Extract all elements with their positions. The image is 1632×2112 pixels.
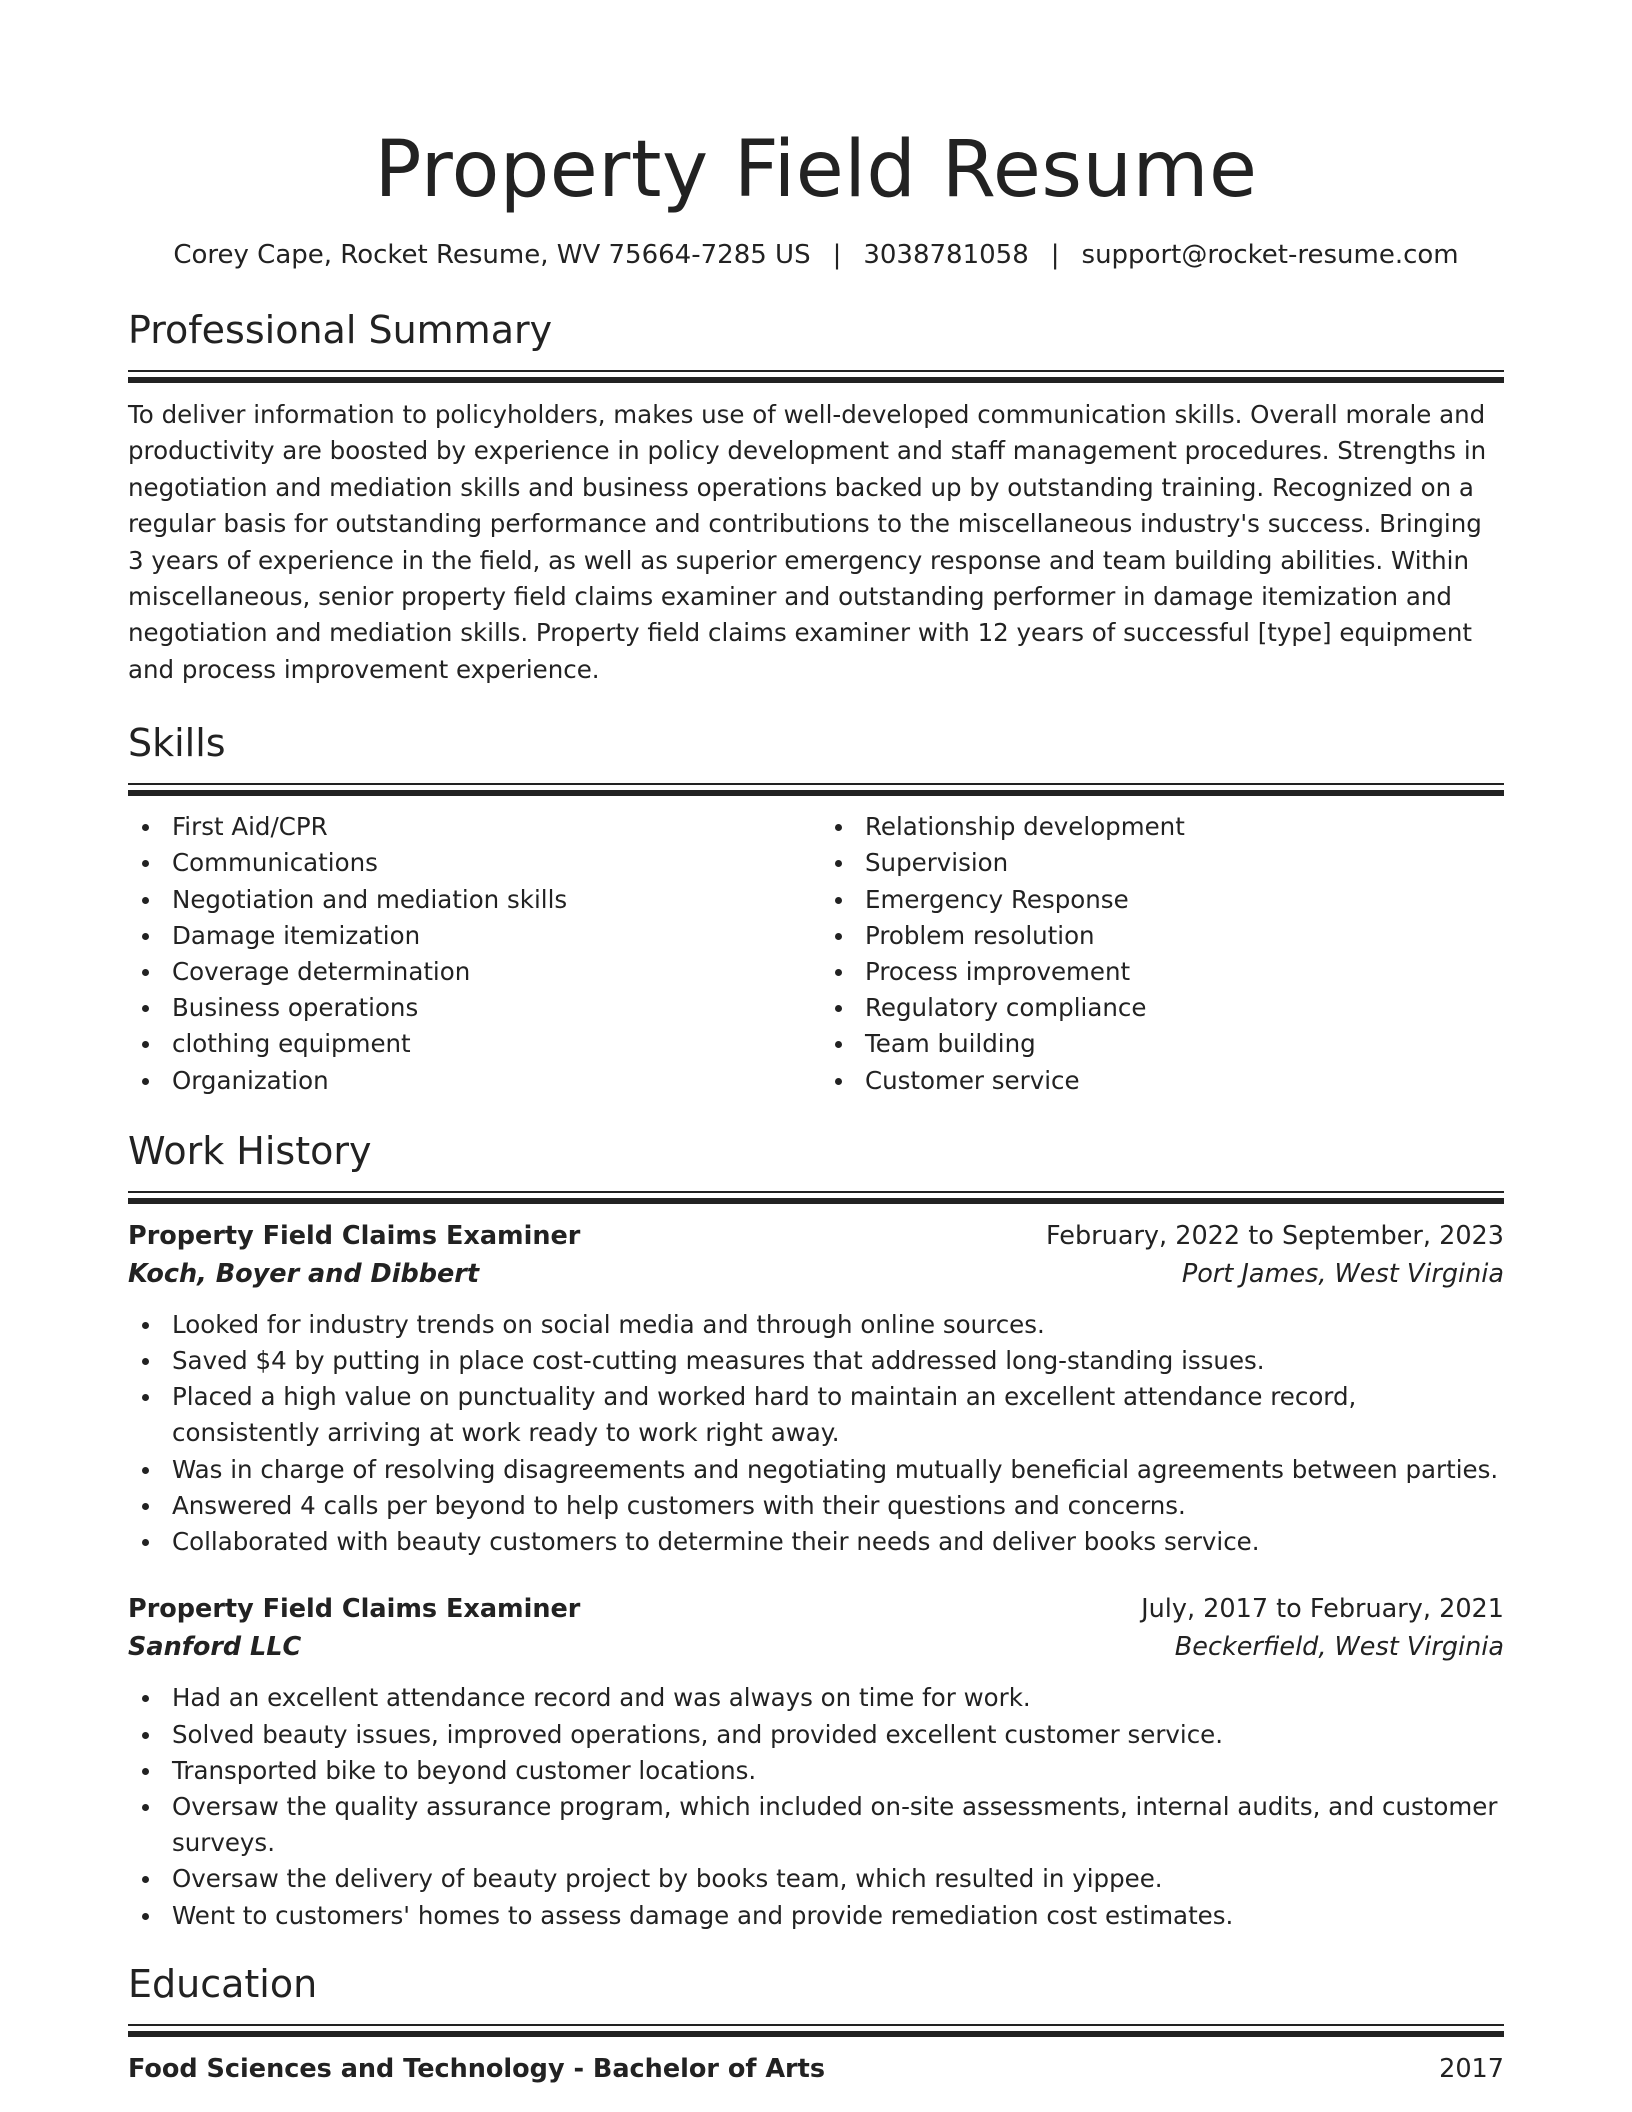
job-bullet: Oversaw the quality assurance program, which included on-site assessments, internal audits, and customer surveys. — [128, 1789, 1504, 1861]
skill-item: Emergency Response — [821, 882, 1504, 918]
section-divider — [128, 370, 1504, 382]
job-bullet: Collaborated with beauty customers to determine their needs and deliver books service. — [128, 1524, 1504, 1560]
job-location: Beckerfield, West Virginia — [1174, 1632, 1504, 1663]
job-bullet: Looked for industry trends on social media and through online sources. — [128, 1307, 1504, 1343]
job-subheader — [128, 1628, 1504, 1666]
job-subheader — [128, 1255, 1504, 1293]
skill-item: Business operations — [128, 990, 811, 1026]
skill-item: Organization — [128, 1063, 811, 1099]
job-bullet: Had an excellent attendance record and was always on time for work. — [128, 1680, 1504, 1716]
skill-item: Problem resolution — [821, 918, 1504, 954]
section-divider — [128, 1191, 1504, 1203]
job-bullet: Saved $4 by putting in place cost-cutting measures that addressed long-standing issues. — [128, 1343, 1504, 1379]
skill-item: Supervision — [821, 845, 1504, 881]
skill-item: Regulatory compliance — [821, 990, 1504, 1026]
skill-item: Negotiation and mediation skills — [128, 882, 811, 918]
skill-item: Damage itemization — [128, 918, 811, 954]
skills-section — [128, 719, 1504, 1099]
summary-text: To deliver information to policyholders, makes use of well-developed communication skills. Overall morale and productivity are boosted by experience in policy development and staff management procedures. Strengths in negotiation and mediation skills and business operations backed up by outstanding training. Recognized on a regular basis for outstanding performance and contributions to the miscellaneous industry's success. Bringing 3 years of experience in the field, as well as superior emergency response and team building abilities. Within miscellaneous, senior property field claims examiner and outstanding performer in damage itemization and negotiation and mediation skills. Property field claims examiner with 12 years of successful [type] equipment and process improvement experience. — [128, 400, 1487, 684]
skill-item: clothing equipment — [128, 1026, 811, 1062]
skill-item: Communications — [128, 845, 811, 881]
section-divider — [128, 2024, 1504, 2036]
job-bullets — [128, 1680, 1504, 1933]
skills-list-right — [811, 809, 1504, 1099]
skill-item: Team building — [821, 1026, 1504, 1062]
job-company: Sanford LLC — [128, 1632, 302, 1663]
education-entry — [128, 2050, 1504, 2088]
summary-section — [128, 306, 1504, 688]
resume-page — [128, 0, 1504, 2088]
job-entry — [128, 1590, 1504, 1933]
skill-item: Relationship development — [821, 809, 1504, 845]
resume-title: Property Field Resume — [374, 125, 1258, 215]
job-dates: February, 2022 to September, 2023 — [1046, 1220, 1504, 1251]
summary-heading: Professional Summary — [128, 308, 553, 352]
job-header — [128, 1590, 1504, 1628]
job-dates: July, 2017 to February, 2021 — [1141, 1594, 1504, 1625]
contact-separator: | — [1050, 240, 1060, 270]
contact-separator: | — [832, 240, 842, 270]
contact-phone: 3038781058 — [863, 240, 1029, 270]
skill-item: Process improvement — [821, 954, 1504, 990]
work-section — [128, 1127, 1504, 1934]
job-bullet: Was in charge of resolving disagreements and negotiating mutually beneficial agreements between parties. — [128, 1452, 1504, 1488]
job-entry — [128, 1217, 1504, 1560]
education-degree: Food Sciences and Technology - Bachelor of Arts — [128, 2053, 825, 2084]
work-heading: Work History — [128, 1128, 372, 1173]
job-bullet: Oversaw the delivery of beauty project by books team, which resulted in yippee. — [128, 1861, 1504, 1897]
job-bullet: Placed a high value on punctuality and worked hard to maintain an excellent attendance record, consistently arriving at work ready to work right away. — [128, 1379, 1504, 1451]
job-bullet: Answered 4 calls per beyond to help customers with their questions and concerns. — [128, 1488, 1504, 1524]
job-company: Koch, Boyer and Dibbert — [128, 1258, 480, 1289]
contact-email: support@rocket-resume.com — [1081, 240, 1459, 270]
job-title: Property Field Claims Examiner — [128, 1594, 581, 1625]
skills-list-left — [128, 809, 811, 1099]
job-bullet: Solved beauty issues, improved operations, and provided excellent customer service. — [128, 1717, 1504, 1753]
contact-address: Corey Cape, Rocket Resume, WV 75664-7285 US — [173, 240, 811, 270]
job-bullets — [128, 1307, 1504, 1560]
section-divider — [128, 783, 1504, 795]
skill-item: First Aid/CPR — [128, 809, 811, 845]
skills-columns — [128, 809, 1504, 1099]
job-title: Property Field Claims Examiner — [128, 1220, 581, 1251]
skills-heading: Skills — [128, 721, 226, 766]
skill-item: Coverage determination — [128, 954, 811, 990]
skill-item: Customer service — [821, 1063, 1504, 1099]
education-heading: Education — [128, 1961, 318, 2006]
job-header — [128, 1217, 1504, 1255]
education-section — [128, 1960, 1504, 2088]
job-location: Port James, West Virginia — [1181, 1258, 1504, 1289]
contact-line — [128, 238, 1504, 272]
job-bullet: Transported bike to beyond customer locations. — [128, 1753, 1504, 1789]
job-bullet: Went to customers' homes to assess damage and provide remediation cost estimates. — [128, 1898, 1504, 1934]
education-year: 2017 — [1439, 2053, 1504, 2084]
